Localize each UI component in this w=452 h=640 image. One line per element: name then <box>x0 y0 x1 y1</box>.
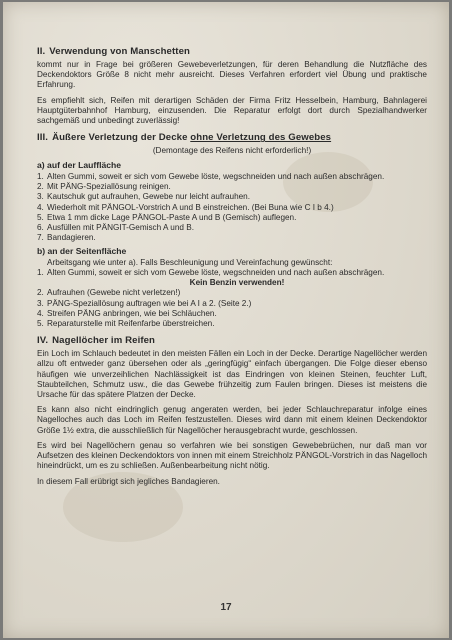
list-item: 1. Alten Gummi, soweit er sich vom Gewebe löste, wegschneiden und nach außen abschrägen. Kein Benzin verwenden! <box>47 268 427 288</box>
list-item: 3. PÄNG-Speziallösung auftragen wie bei A I a 2. (Seite 2.) <box>37 298 252 308</box>
section-2-heading: II. Verwendung von Manschetten <box>37 46 190 57</box>
subsection-b-heading: b) an der Seitenfläche <box>37 246 127 257</box>
list-item: 1. Alten Gummi, soweit er sich vom Gewebe löste, wegschneiden und nach außen abschrägen. <box>37 171 385 181</box>
subsection-a-heading: a) auf der Lauffläche <box>37 160 122 171</box>
section-3-heading: III. Äußere Verletzung der Decke ohne Verletzung des Gewebes <box>37 132 332 144</box>
section-4-paragraph-2: Es kann also nicht eindringlich genug angeraten werden, bei jeder Schlauchreparatur infolge eines Nagelloches auch das Loch im Reifen festzustellen. Dieses wird dann mit einem kleinen Deckendoktor Größe 1½ extra, die ausschließlich für Nagellöcher herausgebracht wurde, geschlossen. <box>37 405 427 435</box>
list-item: 4. Streifen PÄNG anbringen, wie bei Schläuchen. <box>37 308 217 318</box>
section-4-paragraph-4: In diesem Fall erübrigt sich jegliches Bandagieren. <box>37 476 220 486</box>
section-4-heading: IV. Nagellöcher im Reifen <box>37 335 156 347</box>
list-item: 5. Reparaturstelle mit Reifenfarbe überstreichen. <box>37 319 215 329</box>
list-item: 4. Wiederholt mit PÄNGOL-Vorstrich A und B einstreichen. (Bei Buna wie C I b 4.) <box>37 202 334 212</box>
section-2-paragraph-2: Es empfiehlt sich, Reifen mit derartigen Schäden der Firma Fritz Hesselbein, Hamburg, Bahnlagerei Hauptgüterbahnhof Hamburg, einzusenden. Die Reparatur erfolgt dort durch Spezialhandwerker sachgemäß und unbedingt zuverlässig! <box>37 95 427 126</box>
list-item: 3. Kautschuk gut aufrauhen, Gewebe nur leicht aufrauhen. <box>37 192 251 202</box>
section-2-paragraph-1: kommt nur in Frage bei größeren Gewebeverletzungen, für deren Behandlung die Nutzfläche des Deckendoktors Größe 8 nicht mehr ausreicht. Dieses Verfahren erfordert viel Übung und praktische Erfahrung. <box>37 60 427 90</box>
document-page <box>3 2 449 638</box>
page-number: 17 <box>220 602 232 613</box>
section-3-subtitle: (Demontage des Reifens nicht erforderlich!) <box>152 146 312 156</box>
subsection-b-list <box>37 268 427 329</box>
page-content <box>37 46 427 492</box>
section-4-paragraph-1: Ein Loch im Schlauch bedeutet in den meisten Fällen ein Loch in der Decke. Derartige Nagellöcher werden allzu oft entweder ganz übersehen oder als „geringfügig“ einfach übergangen. Die Folge dieser ebenso häufigen wie unverzeihlichen Nachlässigkeit ist das Eindringen von kleinen Steinen, feuchter Luft, Staubteilchen, Schmutz usw., die das Gewebe frühzeitig zum Faulen bringen. Dieses ist meistens die Ursache für das spätere Platzen der Decke. <box>37 349 427 400</box>
warning-text: Kein Benzin verwenden! <box>189 278 285 288</box>
list-item: 5. Etwa 1 mm dicke Lage PÄNGOL-Paste A und B (Gemisch) auflegen. <box>37 212 297 222</box>
section-4-paragraph-3: Es wird bei Nagellöchern genau so verfahren wie bei sonstigen Gewebebrüchen, nur daß man vor Aufsetzen des kleinen Deckendoktors von innen mit einem Streichholz PÄNGOL-Vorstrich in das Nagelloch hineindrückt, um es zu schließen. Außenbearbeitung nicht nötig. <box>37 440 427 471</box>
list-item: 2. Mit PÄNG-Speziallösung reinigen. <box>37 182 171 192</box>
subsection-a-list <box>37 172 427 243</box>
list-item: 2. Aufrauhen (Gewebe nicht verletzen!) <box>37 288 181 298</box>
list-item: 6. Ausfüllen mit PÄNGIT-Gemisch A und B. <box>37 222 194 232</box>
subsection-b-intro: Arbeitsgang wie unter a). Falls Beschleunigung und Vereinfachung gewünscht: <box>47 257 333 267</box>
list-item: 7. Bandagieren. <box>37 233 96 243</box>
